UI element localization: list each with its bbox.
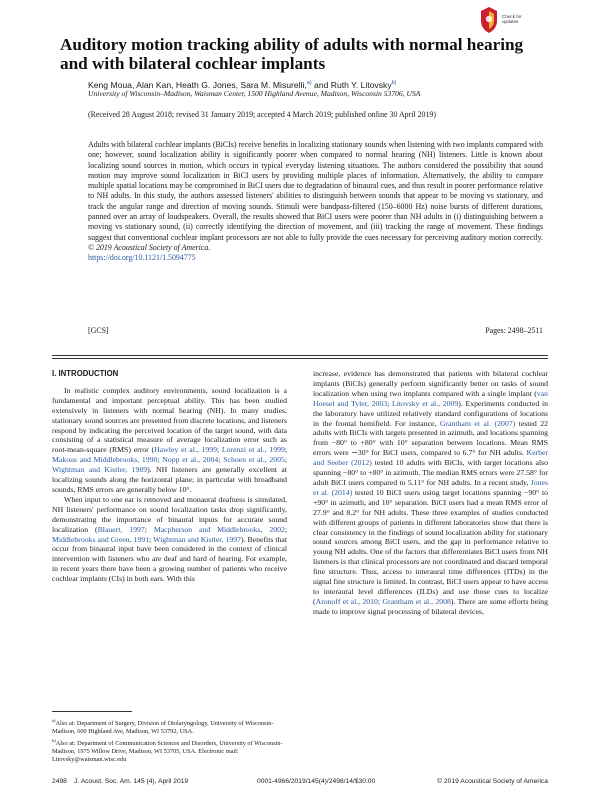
gcs-label: [GCS]	[88, 326, 109, 335]
citation-link[interactable]: Makous and Middlebrooks, 1990	[52, 455, 158, 465]
citation-link[interactable]: Kerber and Seeber (2012)	[313, 448, 548, 468]
citation-link[interactable]: Hawley et al., 1999	[154, 445, 218, 455]
citation-link[interactable]: Grantham et al. (2007)	[439, 418, 516, 428]
doi-link[interactable]: https://doi.org/10.1121/1.5094775	[88, 253, 196, 263]
citation-link[interactable]: Macpherson and Middlebrooks, 2002	[153, 524, 285, 534]
citation-link[interactable]: van Hoesel and Tyler, 2003	[313, 388, 548, 408]
author-footnote-b[interactable]: b)	[391, 80, 397, 86]
right-column	[313, 369, 548, 617]
footer-copyright: © 2019 Acoustical Society of America	[437, 778, 548, 785]
abstract-copyright: © 2019 Acoustical Society of America.	[88, 242, 211, 252]
paragraph: In realistic complex auditory environments, sound localization is a fundamental and important perceptual ability. This has been studied extensively in listeners with normal hearing (NH). In many studies, stationary sound sources are presented from discrete locations, and listeners respond by indicating the perceived location of the target sound, with data consisting of a statistical measure of average localization error such as root-mean-square (RMS) error (Hawley et al., 1999; Lorenzi et al., 1999; Makous and Middlebrooks, 1990; Nopp et al., 2004; Schoen et al., 2005; Wightman and Kistler, 1989). NH listeners are generally excellent at localizing sounds along the horizontal plane; in particular with broadband sounds, RMS errors are generally below 10°.	[52, 385, 288, 494]
author-footnote-a[interactable]: a)	[306, 80, 312, 86]
abstract: Adults with bilateral cochlear implants (BiCIs) receive benefits in localizing stationary sounds when listening with two implants compared with one; however, sound localization ability is significantly poorer when compared to normal hearing (NH) listeners. Little is known about localizing sound sources in motion, which occurs in typical everyday listening situations. The authors considered the possibility that sound motion may improve sound localization in BiCI users by providing multiple places of information. Alternatively, the ability to compare multiple spatial locations may be compromised in BiCI users due to degradation of binaural cues, and thus result in poorer performance relative to NH adults. In this study, the authors assessed listeners' abilities to distinguish between sounds that appear to be moving vs stationary, and track the angular range and direction of moving sounds. Stimuli were bandpass-filtered (150–6000 Hz) noise bursts of different durations, panned over an array of loudspeakers. Overall, the results showed that BiCI users were poorer than NH adults in (i) distinguishing between a moving vs stationary sound, (ii) correctly identifying the direction of movement, and (iii) tracking the range of movement. These findings suggest that conventional cochlear implant processors are not able to fully provide the cues necessary for perceiving auditory motion correctly. © 2019 Acoustical Society of America. https://doi.org/10.1121/1.5094775	[88, 140, 543, 263]
left-column	[52, 369, 287, 584]
paragraph: When input to one ear is removed and monaural deafness is simulated, NH listeners' performance on sound localization tasks drop significantly, demonstrating the importance of binaural inputs for accurate sound localization (Blauert, 1997; Macpherson and Middlebrooks, 2002; Middlebrooks and Green, 1991; Wightman and Kistler, 1997). Benefits that occur from binaural input have been considered in the context of clinical intervention with listeners who are deaf and hard of hearing. For example, in recent years there have been a growing number of patients who receive cochlear implants (CIs) in both ears. With this	[52, 494, 288, 584]
page-number: 2498	[52, 778, 67, 785]
received-dates: (Received 28 August 2018; revised 31 January 2019; accepted 4 March 2019; published online 30 April 2019)	[88, 110, 436, 119]
footnotes	[52, 717, 287, 765]
citation-link[interactable]: Nopp et al., 2004	[162, 455, 219, 465]
citation-link[interactable]: Lorenzi et al., 1999	[221, 445, 285, 455]
article-code: 0001-4966/2019/145(4)/2498/14/$30.00	[257, 778, 376, 785]
citation-link[interactable]: Wightman and Kistler, 1989	[52, 465, 148, 475]
footnote-divider	[52, 711, 132, 712]
crossmark-label: Check for updates	[502, 14, 522, 25]
section-heading: I. INTRODUCTION	[52, 369, 119, 378]
citation-link[interactable]: Wightman and Kistler, 1997	[153, 534, 241, 544]
citation-link[interactable]: Aronoff et al., 2010	[315, 596, 378, 606]
journal-citation: J. Acoust. Soc. Am. 145 (4), April 2019	[74, 778, 189, 785]
citation-link[interactable]: Blauert, 1997	[97, 524, 145, 534]
paper-title: Auditory motion tracking ability of adults with normal hearing and with bilateral cochlear implants	[60, 35, 524, 73]
footnote-b: $^{b)}$Also at: Department of Communication Sciences and Disorders, University of Wisconsin-Madison, 1975 Willow Drive, Madison, WI 53705, USA. Electronic mail: Litovsky@waisman.wisc.edu	[52, 738, 283, 763]
citation-link[interactable]: Litovsky et al., 2009	[391, 398, 459, 408]
footnote-a: $^{a)}$Also at: Department of Surgery, Division of Otolaryngology, University of Wisconsin-Madison, 600 Highland Ave, Madison, WI 53792, USA.	[52, 718, 274, 735]
affiliation: University of Wisconsin–Madison, Waisman Center, 1500 Highland Avenue, Madison, Wisconsin 53706, USA	[88, 89, 421, 98]
page-range: Pages: 2498–2511	[485, 326, 543, 335]
crossmark-icon	[479, 6, 499, 34]
header-divider	[52, 355, 548, 356]
citation-link[interactable]: Jones et al. (2014)	[313, 477, 548, 497]
header-divider-second	[52, 358, 548, 359]
citation-link[interactable]: Schoen et al., 2005	[223, 455, 285, 465]
citation-link[interactable]: Grantham et al., 2008	[382, 596, 451, 606]
paragraph: increase, evidence has demonstrated that patients with bilateral cochlear implants (BiCIs) generally perform significantly better on tasks of sound localization when using two implants compared with a single implant (van Hoesel and Tyler, 2003; Litovsky et al., 2009). Experiments conducted in the laboratory have utilized relatively standard configurations of locations in the frontal hemifield. For instance, Grantham et al. (2007) tested 22 adults with BiCIs with targets presented in azimuth, and locations spanning from −80° to +80° with 10° separation between locations. Mean RMS errors were ∼30° for BiCI users, compared to 6.7° for NH adults. Kerber and Seeber (2012) tested 10 adults with BiCIs, with target locations also spanning −80° to +80° in azimuth. The median RMS errors were 27.58° for adult BiCI users compared to 5.11° for NH adults. In a recent study, Jones et al. (2014) tested 10 BiCI users using target locations spanning −90° to +90° in azimuth, and 10° separation. BiCI users had a mean RMS error of 27.9° and 8.2° for NH adults. These three examples of studies conducted with different groups of patients in different laboratories show that there is clear consistency in the findings of sound localization ability for stationary sound sources among BiCI users, and the gap in performance relative to young NH adults. One of the factors that differentiates BiCI users from NH listeners is that clinical processors are not coordinated and discard temporal fine structure. Thus, access to interaural time differences (ITDs) in the signal fine structure is limited. In contrast, BiCI users appear to have access to interaural level differences (ILDs) and use those cues to localize (Aronoff et al., 2010; Grantham et al., 2008). There are some efforts being made to improve signal processing of bilateral devices,	[313, 369, 549, 616]
citation-link[interactable]: Middlebrooks and Green, 1991	[52, 534, 150, 544]
author-list: Keng Moua, Alan Kan, Heath G. Jones, Sara M. Misurelli,$^{a)}$ and Ruth Y. Litovsky$^{b)}$	[88, 79, 397, 90]
